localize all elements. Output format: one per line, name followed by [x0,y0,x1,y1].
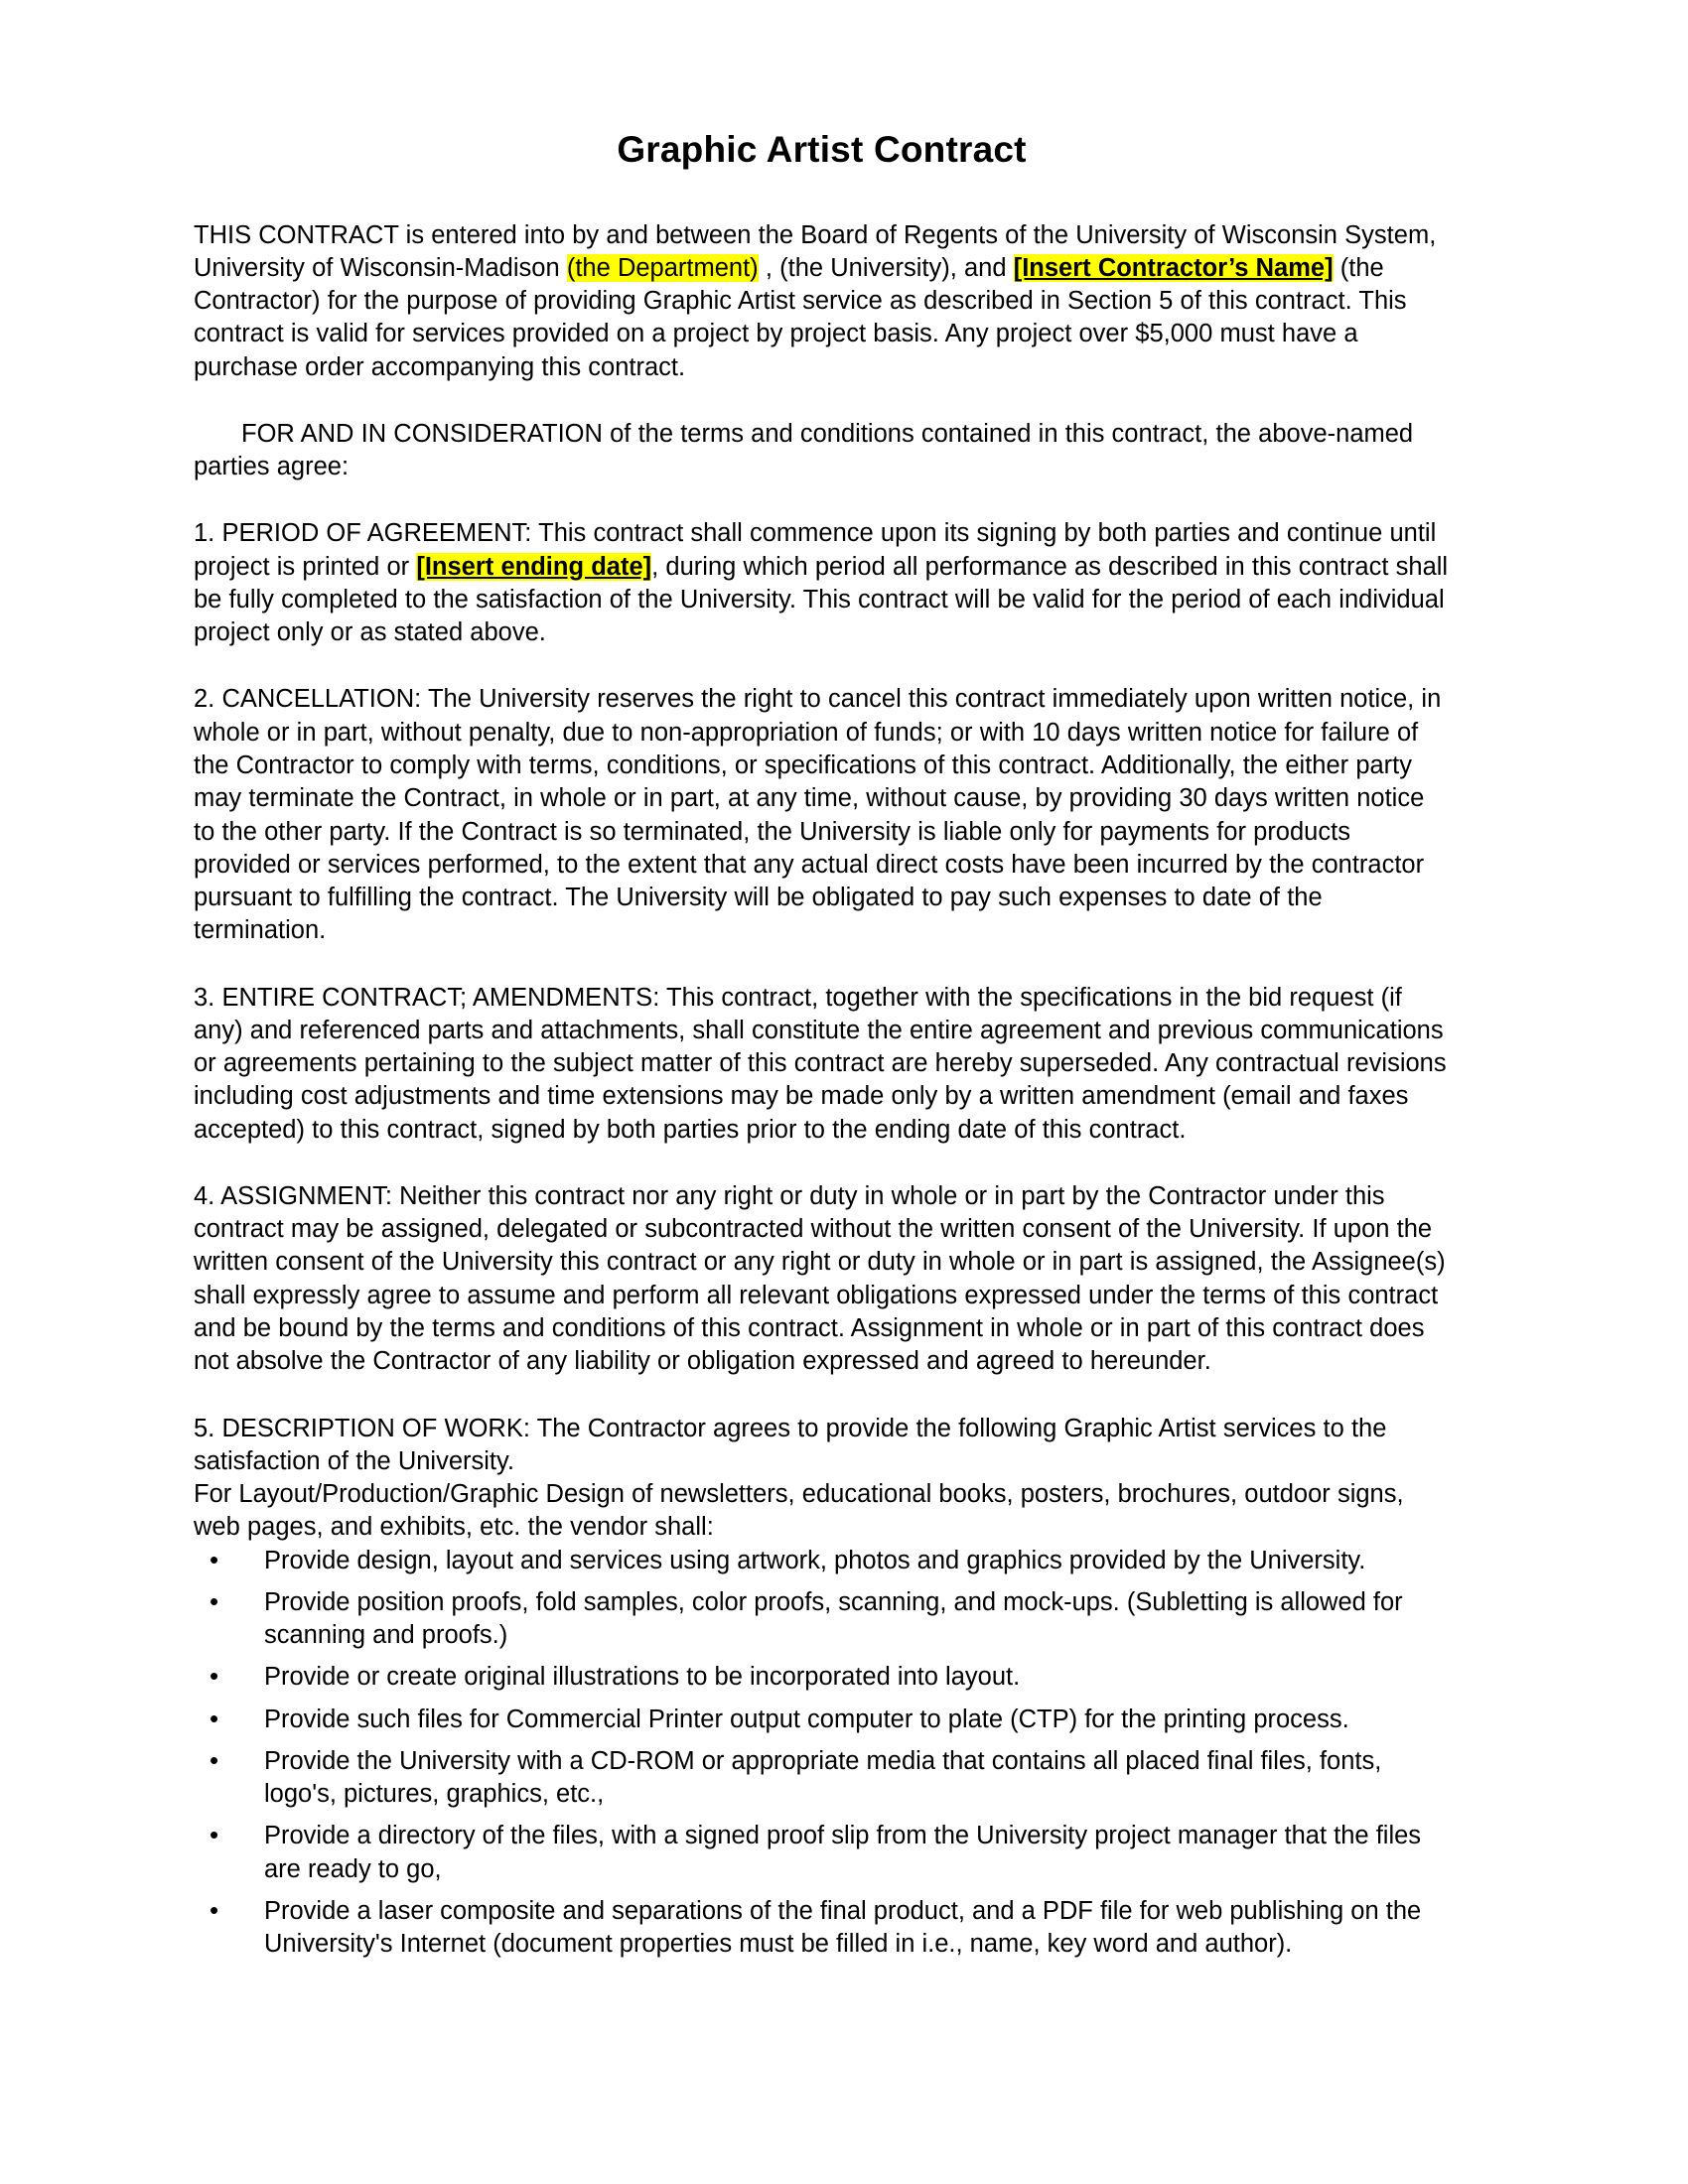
section-5-text: The Contractor agrees to provide the following Graphic Artist services to the satisfaction of the University. [194,1414,1387,1475]
section-1-heading: PERIOD OF AGREEMENT: [221,519,532,548]
section-4-assignment [194,1180,1450,1379]
section-2-heading: CANCELLATION: [221,685,422,714]
bullet-icon: • [210,1744,219,1775]
section-5-description-of-work [194,1413,1450,1479]
list-item [194,1820,1450,1886]
list-item-text: Provide position proofs, fold samples, color proofs, scanning, and mock-ups. (Subletting is allowed for scanning and proofs.) [264,1587,1403,1650]
consideration-paragraph: FOR AND IN CONSIDERATION of the terms and conditions contained in this contract, the above-named parties agree: [194,419,1414,481]
list-item-text: Provide or create original illustrations to be incorporated into layout. [264,1663,1021,1692]
list-item-text: Provide design, layout and services using artwork, photos and graphics provided by the University. [264,1546,1366,1574]
bullet-icon: • [210,1544,219,1574]
section-3-text: This contract, together with the specifications in the bid request (if any) and referenced parts and attachments, shall constitute the entire agreement and previous communications or agreements pertaining to the subject matter of this contract are hereby superseded. Any contractual revisions including cost adjustments and time extensions may be made only by a written amendment (email and faxes accepted) to this contract, signed by both parties prior to the ending date of this contract. [194,983,1447,1144]
list-item [194,1745,1450,1812]
section-4-text: Neither this contract nor any right or duty in whole or in part by the Contractor under this contract may be assigned, delegated or subcontracted without the written consent of the University. If upon the written consent of the University this contract or any right or duty in whole or in part is assigned, the Assignee(s) shall expressly agree to assume and perform all relevant obligations expressed under the terms of this contract and be bound by the terms and conditions of this contract. Assignment in whole or in part of this contract does not absolve the Contractor of any liability or obligation expressed and agreed to hereunder. [194,1181,1446,1376]
intro-text-part-2: , (the University), and [758,253,1014,282]
section-5-number: 5. [194,1414,215,1442]
section-3-number: 3. [194,983,215,1012]
paragraph-spacer [194,649,1450,683]
section-1-number: 1. [194,519,215,548]
list-item [194,1895,1450,1962]
document-body [194,129,1450,1962]
bullet-icon: • [210,1661,219,1692]
bullet-icon: • [210,1894,219,1925]
intro-text-part-1: THIS CONTRACT is entered into by and between the Board of Regents of the University of Wisconsin System, University of Wisconsin-Madison [194,220,1437,282]
section-1-text-part-1: This contract shall commence upon its signing by both parties and continue until project is printed or [194,519,1437,581]
section-1-period-of-agreement [194,517,1450,649]
bullet-icon: • [210,1703,219,1733]
work-scope-bullet-list [194,1545,1450,1962]
section-2-number: 2. [194,685,215,714]
intro-paragraph [194,219,1450,384]
list-item [194,1545,1450,1577]
list-item-text: Provide a directory of the files, with a signed proof slip from the University project manager that the files are ready to go, [264,1822,1422,1883]
intro-text-part-3: (the Contractor) for the purpose of providing Graphic Artist service as described in Section 5 of this contract. This contract is valid for services provided on a project by project basis. Any project over $5,000 must have a purchase order accompanying this contract. [194,253,1407,381]
section-3-heading: ENTIRE CONTRACT; AMENDMENTS: [221,983,660,1012]
list-item [194,1586,1450,1653]
highlight-the-department: (the Department) [566,253,759,282]
paragraph-spacer [194,1147,1450,1180]
bullet-icon: • [210,1585,219,1616]
list-item-text: Provide a laser composite and separations of the final product, and a PDF file for web publishing on the University's Internet (document properties must be filled in i.e., name, key word and author). [264,1896,1422,1959]
section-5-heading: DESCRIPTION OF WORK: [221,1414,530,1442]
document-title: Graphic Artist Contract [617,129,1027,170]
paragraph-spacer [194,384,1450,418]
list-item-text: Provide the University with a CD-ROM or appropriate media that contains all placed final files, fonts, logo's, pictures, graphics, etc., [264,1746,1382,1809]
paragraph-spacer [194,948,1450,982]
highlight-insert-ending-date: [Insert ending date] [416,552,652,581]
list-item [194,1661,1450,1694]
section-2-cancellation [194,683,1450,947]
paragraph-spacer [194,1379,1450,1413]
bullet-icon: • [210,1820,219,1850]
section-4-number: 4. [194,1181,215,1210]
section-4-heading: ASSIGNMENT: [220,1181,392,1210]
paragraph-spacer [194,483,1450,517]
section-5-lead-in: For Layout/Production/Graphic Design of newsletters, educational books, posters, brochures, outdoor signs, web pages, and exhibits, etc. the vendor shall: [194,1480,1404,1542]
section-2-text: The University reserves the right to cancel this contract immediately upon written notice, in whole or in part, without penalty, due to non-appropriation of funds; or with 10 days written notice for failure of the Contractor to comply with terms, conditions, or specifications of this contract. Additionally, the either party may terminate the Contract, in whole or in part, at any time, without cause, by providing 30 days written notice to the other party. If the Contract is so terminated, the University is liable only for payments for products provided or services performed, to the extent that any actual direct costs have been incurred by the contractor pursuant to fulfilling the contract. The University will be obligated to pay such expenses to date of the termination. [194,685,1442,945]
highlight-insert-contractor-name: [Insert Contractor’s Name] [1013,253,1334,282]
list-item [194,1704,1450,1736]
section-3-entire-contract-amendments [194,982,1450,1147]
section-1-text-part-2: , during which period all performance as described in this contract shall be fully completed to the satisfaction of the University. This contract will be valid for the period of each individual project only or as stated above. [194,552,1449,647]
list-item-text: Provide such files for Commercial Printer output computer to plate (CTP) for the printing process. [264,1705,1349,1733]
